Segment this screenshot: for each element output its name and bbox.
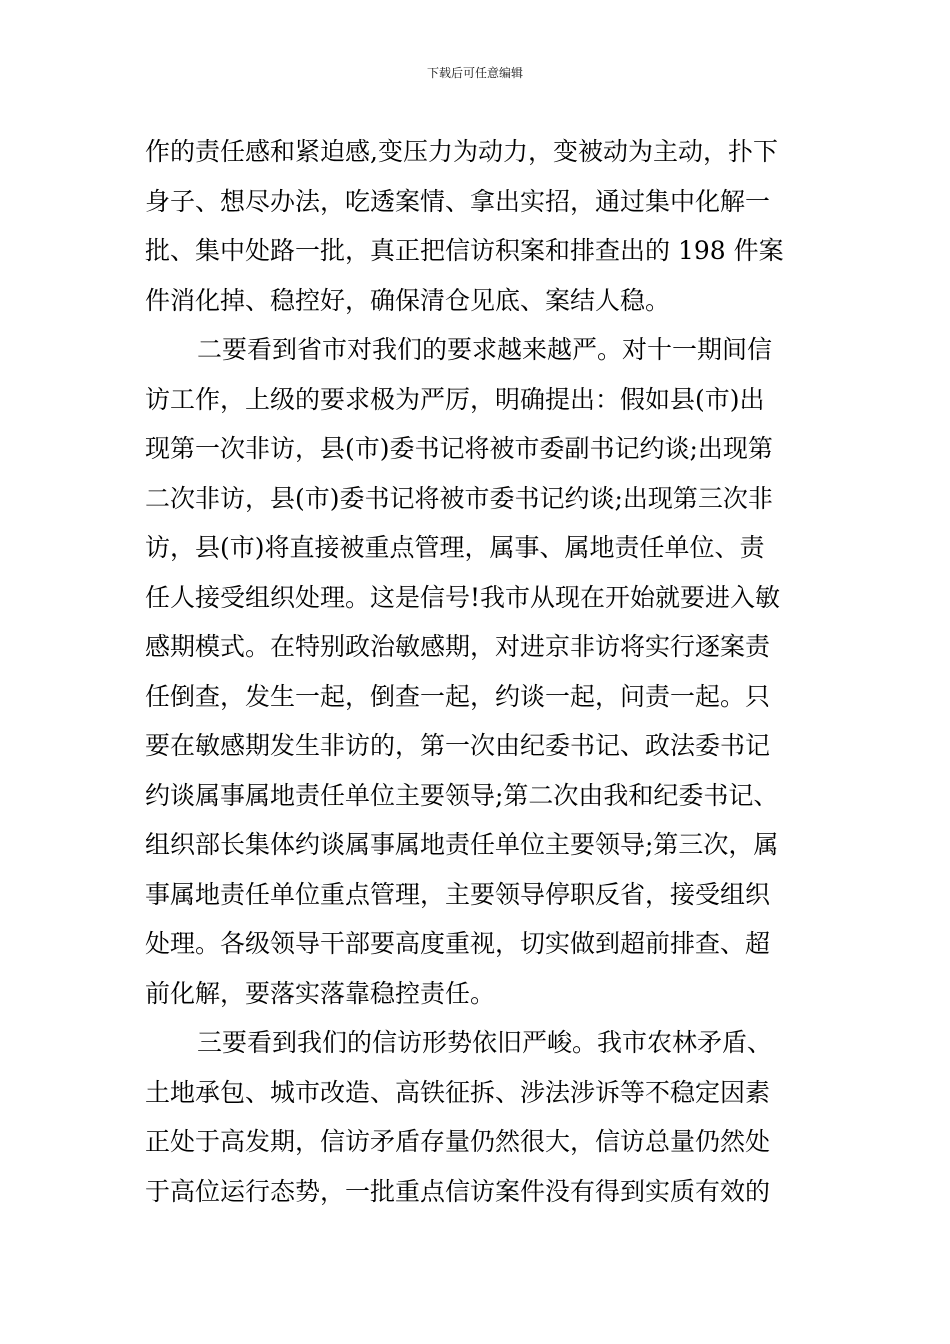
text-line: 组织部长集体约谈属事属地责任单位主要领导;第三次，属 bbox=[145, 830, 779, 859]
text-line: 批、集中处路一批，真正把信访积案和排查出的 198 件案 bbox=[145, 236, 784, 265]
body-text bbox=[145, 127, 810, 1216]
text-line: 访，县(市)将直接被重点管理，属事、属地责任单位、责 bbox=[145, 533, 765, 562]
text-line: 要在敏感期发生非访的，第一次由纪委书记、政法委书记 bbox=[145, 731, 771, 760]
text-line: 正处于高发期，信访矛盾存量仍然很大，信访总量仍然处 bbox=[145, 1127, 771, 1156]
text-line: 前化解，要落实落靠稳控责任。 bbox=[145, 978, 496, 1008]
text-line: 任倒查，发生一起，倒查一起，约谈一起，问责一起。只 bbox=[145, 681, 771, 711]
text-line: 作的责任感和紧迫感,变压力为动力，变被动为主动，扑下 bbox=[145, 137, 778, 166]
text-line: 访工作，上级的要求极为严厉，明确提出：假如县(市)出 bbox=[145, 384, 765, 414]
paragraph-start-line: 三要看到我们的信访形势依旧严峻。我市农林矛盾、 bbox=[197, 1028, 773, 1057]
text-line: 土地承包、城市改造、高铁征拆、涉法涉诉等不稳定因素 bbox=[145, 1077, 771, 1107]
text-line: 现第一次非访，县(市)委书记将被市委副书记约谈;出现第 bbox=[145, 434, 773, 463]
paragraph-start-line: 二要看到省市对我们的要求越来越严。对十一期间信 bbox=[197, 335, 773, 364]
page-header: 下载后可任意编辑 bbox=[426, 66, 523, 80]
text-line: 感期模式。在特别政治敏感期，对进京非访将实行逐案责 bbox=[145, 632, 771, 661]
text-line: 二次非访，县(市)委书记将被市委书记约谈;出现第三次非 bbox=[145, 483, 773, 513]
text-line: 事属地责任单位重点管理，主要领导停职反省，接受组织 bbox=[145, 879, 771, 909]
text-line: 件消化掉、稳控好，确保清仓见底、案结人稳。 bbox=[145, 285, 671, 315]
text-line: 于高位运行态势，一批重点信访案件没有得到实质有效的 bbox=[145, 1176, 771, 1206]
text-line: 任人接受组织处理。这是信号!我市从现在开始就要进入敏 bbox=[145, 582, 781, 612]
text-line: 约谈属事属地责任单位主要领导;第二次由我和纪委书记、 bbox=[145, 780, 779, 810]
text-line: 身子、想尽办法，吃透案情、拿出实招，通过集中化解一 bbox=[145, 186, 771, 216]
text-line: 处理。各级领导干部要高度重视，切实做到超前排查、超 bbox=[145, 929, 771, 958]
